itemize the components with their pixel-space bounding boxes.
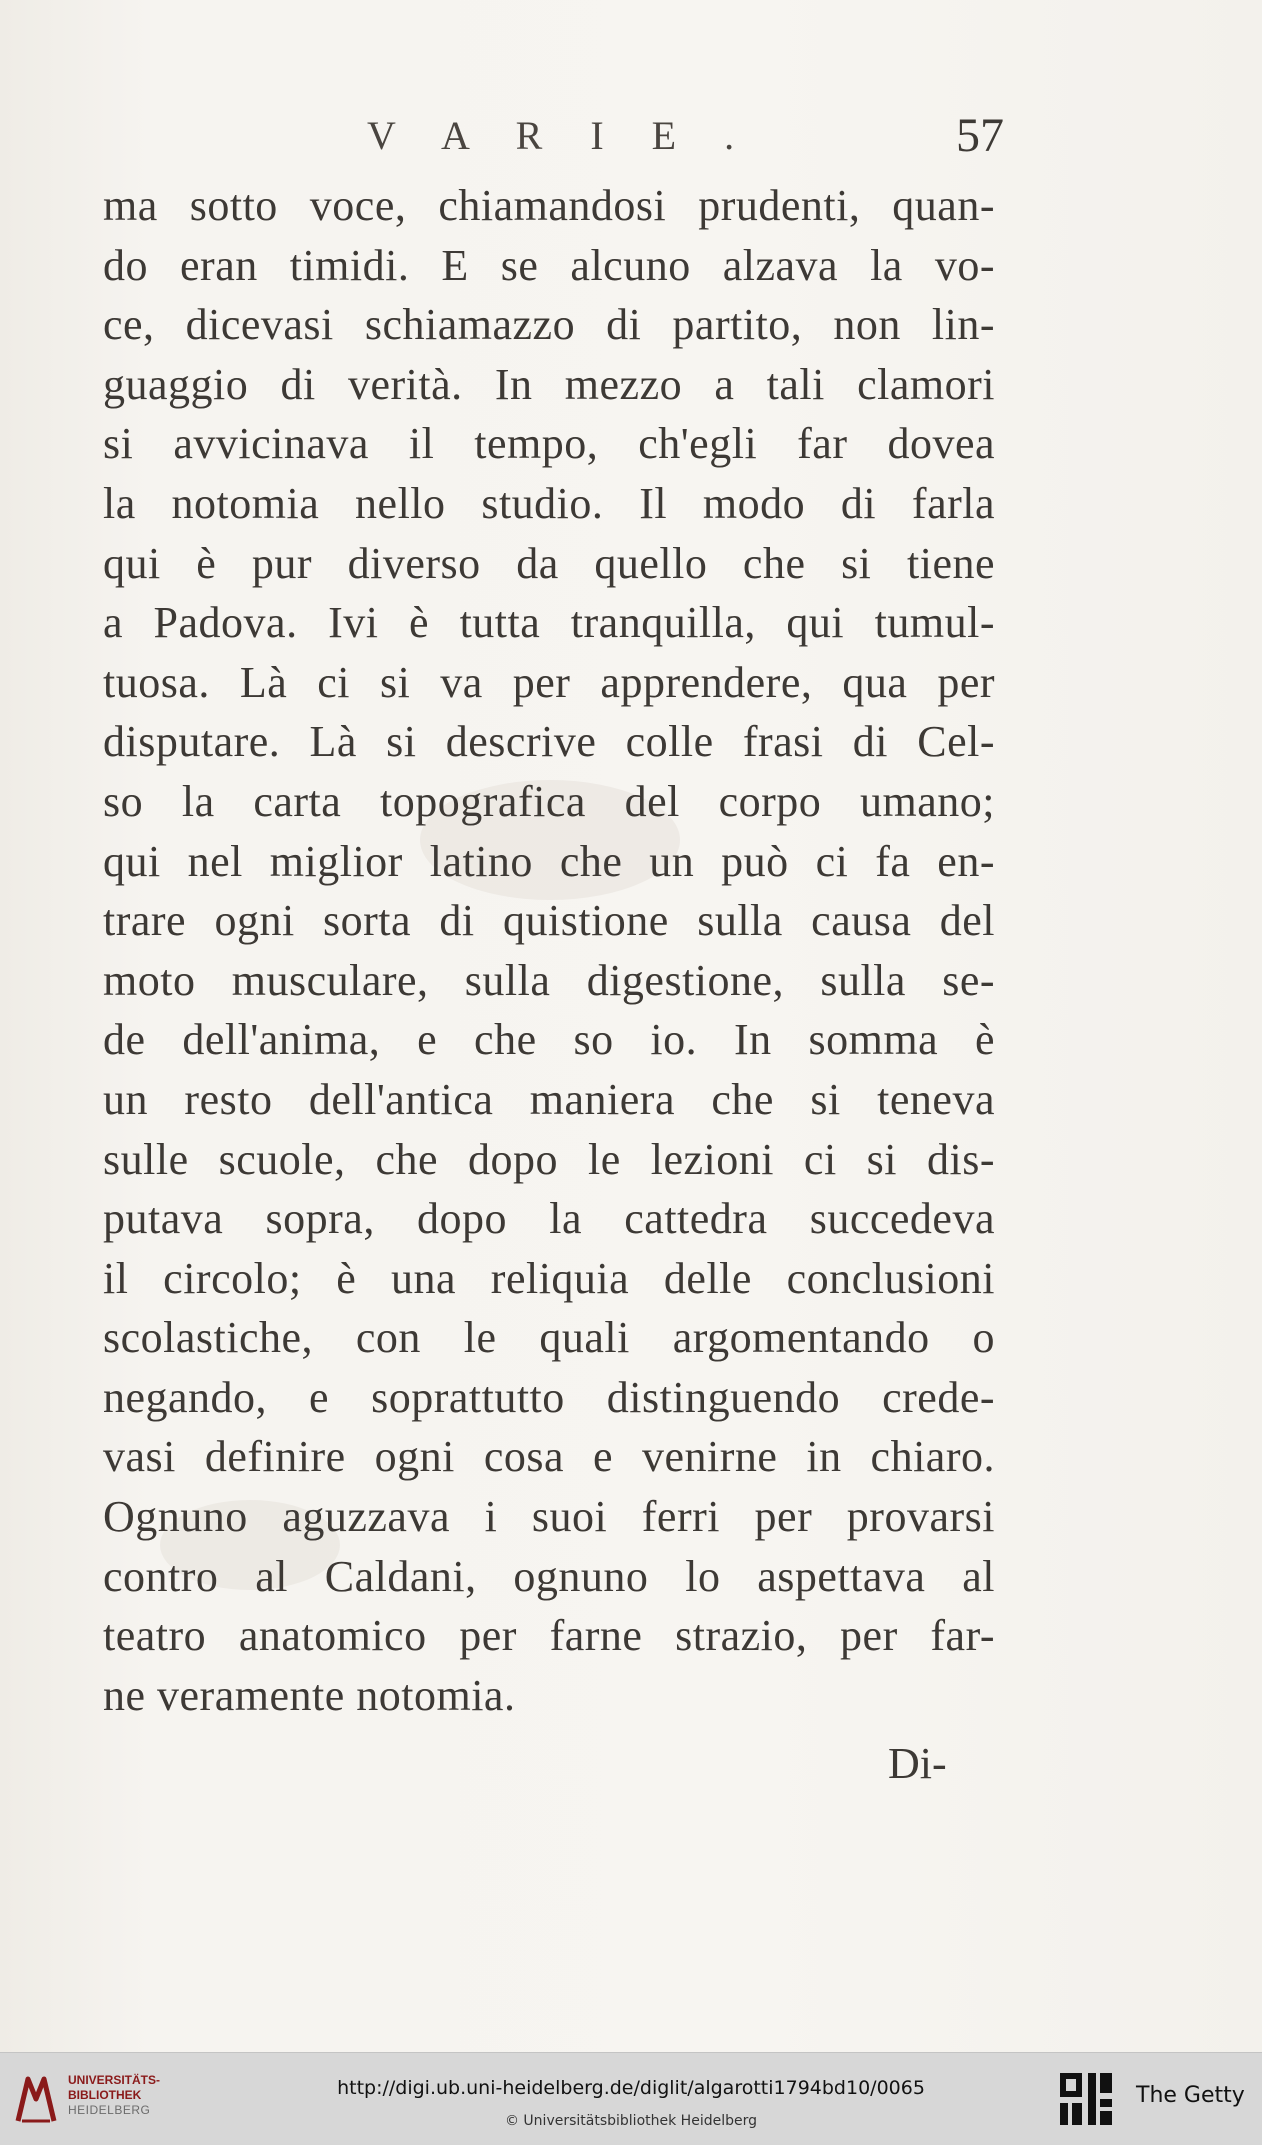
text-line: do eran timidi. E se alcuno alzava la vo-: [103, 240, 995, 290]
text-line: a Padova. Ivi è tutta tranquilla, qui tumul-: [103, 598, 995, 648]
text-line: disputare. Là si descrive colle frasi di Cel-: [103, 717, 995, 767]
text-line: negando, e soprattutto distinguendo crede-: [103, 1372, 995, 1422]
text-line: qui nel miglior latino che un può ci fa en-: [103, 836, 995, 886]
running-title: V A R I E .: [367, 113, 754, 158]
text-line: moto musculare, sulla digestione, sulla se-: [103, 955, 995, 1005]
text-line: scolastiche, con le quali argomentando o: [103, 1313, 995, 1363]
text-line: vasi definire ogni cosa e venirne in chiaro.: [103, 1432, 995, 1482]
text-line: Ognuno aguzzava i suoi ferri per provarsi: [103, 1492, 995, 1542]
text-line: il circolo; è una reliquia delle conclusioni: [103, 1253, 995, 1303]
library-name-line: HEIDELBERG: [68, 2103, 151, 2117]
text-line: guaggio di verità. In mezzo a tali clamori: [103, 359, 995, 409]
copyright-notice: © Universitätsbibliothek Heidelberg: [504, 2113, 757, 2129]
text-line: ma sotto voce, chiamandosi prudenti, quan-: [103, 181, 995, 230]
library-name-line: UNIVERSITÄTS-: [68, 2073, 161, 2087]
catchword: Di-: [888, 1739, 947, 1788]
viewer-footer: [0, 2052, 1262, 2145]
getty-logo-icon: [1058, 2071, 1114, 2127]
text-line: ne veramente notomia.: [103, 1670, 516, 1720]
body-text: [103, 176, 995, 1725]
library-name-line: BIBLIOTHEK: [68, 2088, 142, 2102]
text-line: un resto dell'antica maniera che si teneva: [103, 1074, 995, 1124]
text-line: teatro anatomico per farne strazio, per far-: [103, 1611, 995, 1661]
running-head: [105, 109, 1004, 172]
partner-name: The Getty: [1136, 2083, 1245, 2108]
text-line: la notomia nello studio. Il modo di farla: [103, 478, 995, 528]
text-line: contro al Caldani, ognuno lo aspettava al: [103, 1551, 995, 1601]
text-line: trare ogni sorta di quistione sulla causa del: [103, 896, 995, 946]
text-line: sulle scuole, che dopo le lezioni ci si dis-: [103, 1134, 995, 1184]
text-line: tuosa. Là ci si va per apprendere, qua per: [103, 657, 995, 707]
text-line: so la carta topografica del corpo umano;: [103, 776, 995, 826]
text-line: putava sopra, dopo la cattedra succedeva: [103, 1194, 995, 1244]
text-line: qui è pur diverso da quello che si tiene: [103, 538, 995, 588]
text-line: de dell'anima, e che so io. In somma è: [103, 1015, 995, 1065]
text-line: si avvicinava il tempo, ch'egli far dovea: [103, 419, 995, 469]
permalink-url[interactable]: http://digi.ub.uni-heidelberg.de/diglit/algarotti1794bd10/0065: [337, 2077, 925, 2099]
page-number: 57: [956, 109, 1004, 162]
text-line: ce, dicevasi schiamazzo di partito, non lin-: [103, 300, 995, 350]
